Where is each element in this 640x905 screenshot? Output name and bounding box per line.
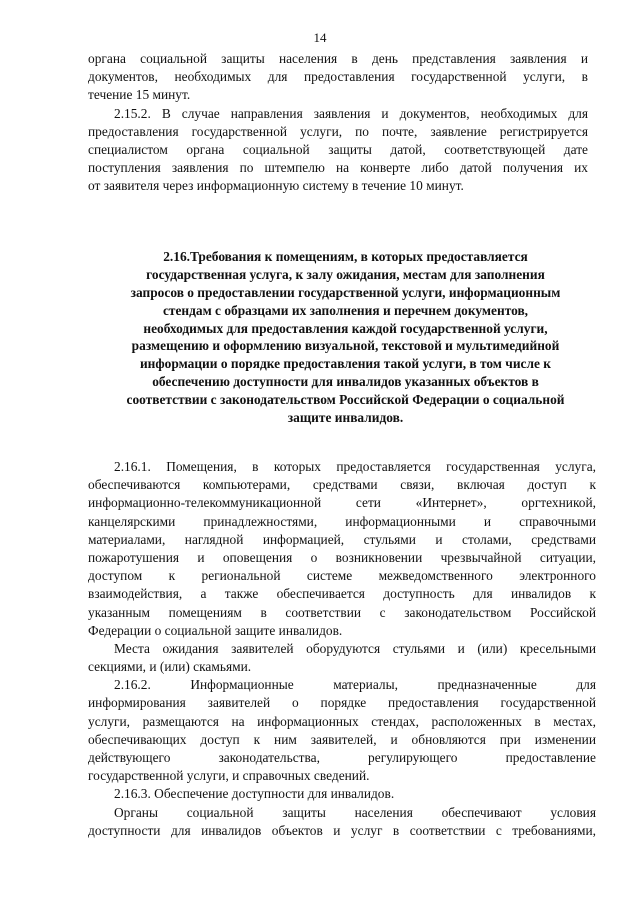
paragraph-first-line: 2.16.2. Информационные материалы, предназначенные для: [114, 677, 596, 693]
text-line: услуги, размещаются на информационных стендах, расположенных в местах,: [88, 713, 596, 729]
text-line: обеспечиваются компьютерами, средствами связи, включая доступ к: [88, 477, 596, 493]
heading-line: защите инвалидов.: [287, 410, 404, 426]
heading-line: запросов о предоставлении государственной услуги, информационным: [130, 284, 561, 300]
text-line: пожаротушения и оповещения о возникновении чрезвычайной ситуации,: [88, 549, 596, 565]
paragraph-first-line: Места ожидания заявителей оборудуются стульями и (или) кресельными: [114, 640, 596, 656]
text-line: секциями, и (или) скамьями.: [88, 659, 252, 675]
text-line: документов, необходимых для предоставления государственной услуги, в: [88, 69, 588, 85]
text-line: доступности для инвалидов объектов и услуг в соответствии с требованиями,: [88, 822, 596, 838]
text-line: предоставления государственной услуги, по почте, заявление регистрируется: [88, 123, 588, 139]
text-line: взаимодействия, а также обеспечивается доступность для инвалидов к: [88, 586, 596, 602]
heading-line: размещению и оформлению визуальной, текстовой и мультимедийной: [131, 338, 560, 354]
paragraph-first-line: 2.16.1. Помещения, в которых предоставляется государственная услуга,: [114, 459, 596, 474]
text-line: материалами, наглядной информацией, стульями и столами, средствами: [88, 531, 596, 547]
page-number: 14: [313, 30, 327, 45]
section-2-16-body: [88, 458, 596, 840]
text-line: доступом к региональной системе межведомственного электронного: [88, 568, 596, 584]
paragraph-first-line: Органы социальной защиты населения обеспечивают условия: [114, 804, 596, 820]
section-2-15-tail: [88, 50, 588, 196]
heading-line: соответствии с законодательством Российской Федерации о социальной: [126, 392, 565, 408]
paragraph-first-line: 2.16.3. Обеспечение доступности для инвалидов.: [114, 786, 395, 802]
text-line: государственной услуги, и справочных сведений.: [88, 768, 370, 784]
text-line: поступления заявления по штемпелю на конверте либо датой получения их: [88, 160, 588, 176]
paragraph-first-line: 2.15.2. В случае направления заявления и документов, необходимых для: [114, 105, 588, 121]
text-line: информирования заявителей о порядке предоставления государственной: [88, 695, 596, 711]
heading-line: информации о порядке предоставления такой услуги, в том числе к: [139, 356, 552, 372]
text-line: канцелярскими принадлежностями, информационными и справочными: [88, 513, 596, 529]
text-line: указанным помещениям в соответствии с законодательством Российской: [88, 604, 596, 620]
text-line: специалистом органа социальной защиты датой, соответствующей дате: [88, 141, 588, 157]
heading-line: стендам с образцами их заполнения и перечнем документов,: [162, 302, 529, 318]
text-line: течение 15 минут.: [88, 87, 191, 103]
text-line: органа социальной защиты населения в день представления заявления и: [88, 51, 588, 66]
text-line: Федерации о социальной защите инвалидов.: [88, 622, 343, 638]
heading-line: государственная услуга, к залу ожидания, местам для заполнения: [146, 266, 545, 282]
heading-line: 2.16.Требования к помещениям, в которых предоставляется: [163, 249, 528, 264]
text-line: действующего законодательства, регулирующего предоставление: [88, 750, 596, 765]
text-line: обеспечивающих доступ к ним заявителей, и обновляются при изменении: [88, 731, 596, 747]
heading-line: обеспечению доступности для инвалидов указанных объектов в: [152, 374, 539, 390]
section-heading-2-16: [88, 248, 603, 427]
text-line: информационно-телекоммуникационной сети «Интернет», оргтехникой,: [88, 495, 596, 511]
text-line: от заявителя через информационную систему в течение 10 минут.: [88, 178, 464, 194]
heading-line: необходимых для предоставления каждой государственной услуги,: [143, 320, 548, 336]
